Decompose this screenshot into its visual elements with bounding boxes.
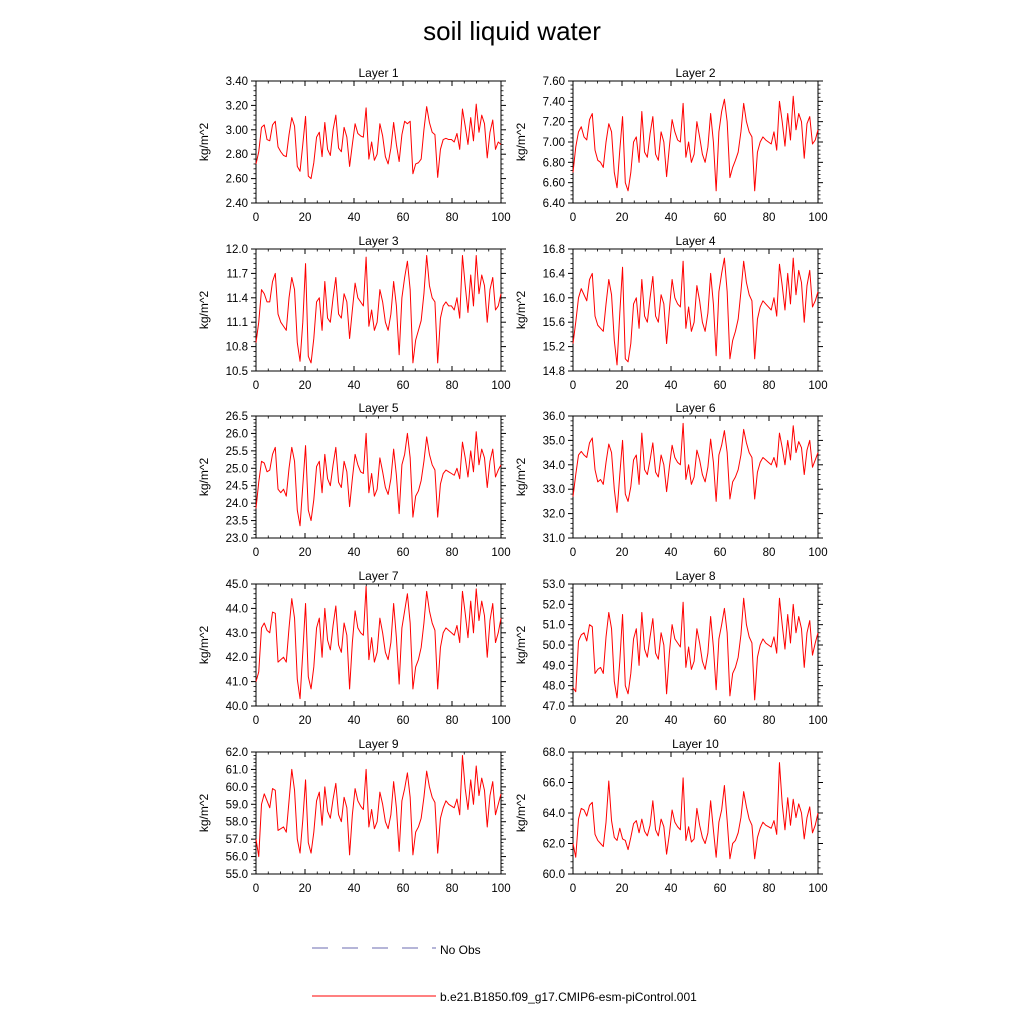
x-tick-label: 0: [252, 212, 260, 224]
x-tick-label: 0: [569, 547, 577, 559]
y-tick-label: 32.0: [542, 508, 565, 521]
y-tick-label: 52.0: [542, 599, 565, 612]
legend-label-no-obs: No Obs: [440, 943, 481, 957]
y-tick-label: 16.4: [542, 268, 565, 281]
y-tick-label: 49.0: [542, 660, 565, 673]
x-tick-label: 20: [298, 380, 312, 392]
panel-9: [197, 737, 511, 895]
x-tick-label: 100: [491, 547, 511, 559]
x-tick-label: 40: [664, 883, 678, 895]
panel-1: [197, 66, 511, 224]
y-tick-label: 31.0: [542, 533, 565, 545]
x-tick-label: 100: [808, 547, 828, 559]
panel-6: [514, 401, 828, 559]
x-tick-label: 20: [298, 212, 312, 224]
series-line: [256, 104, 501, 178]
y-tick-label: 50.0: [542, 640, 565, 652]
x-tick-label: 60: [713, 380, 727, 392]
x-tick-label: 80: [445, 212, 459, 224]
y-axis-label: kg/m^2: [197, 625, 211, 665]
y-tick-label: 6.40: [542, 198, 565, 210]
series-line: [573, 598, 818, 700]
x-tick-label: 0: [569, 715, 577, 727]
series-line: [256, 586, 501, 698]
y-tick-label: 51.0: [542, 619, 565, 632]
panel-title: Layer 3: [358, 234, 399, 248]
y-axis-label: kg/m^2: [514, 122, 528, 162]
panels: [197, 66, 828, 895]
x-tick-label: 100: [491, 883, 511, 895]
y-tick-label: 2.60: [225, 173, 248, 186]
panel-title: Layer 10: [672, 737, 719, 751]
y-axis-label: kg/m^2: [197, 122, 211, 162]
x-tick-label: 20: [615, 715, 629, 727]
panel-2: [514, 66, 828, 224]
y-tick-label: 2.40: [225, 198, 248, 210]
x-tick-label: 80: [445, 715, 459, 727]
y-axis-label: kg/m^2: [514, 625, 528, 665]
y-tick-label: 62.0: [542, 838, 565, 851]
series-line: [256, 432, 501, 526]
x-tick-label: 100: [808, 212, 828, 224]
x-tick-label: 80: [762, 380, 776, 392]
y-tick-label: 3.20: [225, 100, 248, 113]
x-tick-label: 100: [808, 380, 828, 392]
x-tick-label: 20: [298, 883, 312, 895]
x-tick-label: 0: [569, 380, 577, 392]
y-tick-label: 62.0: [225, 747, 248, 759]
y-tick-label: 60.0: [542, 869, 565, 881]
y-tick-label: 66.0: [542, 777, 565, 790]
y-tick-label: 68.0: [542, 747, 565, 759]
y-tick-label: 11.4: [226, 292, 248, 305]
y-tick-label: 7.40: [542, 96, 565, 109]
y-tick-label: 61.0: [225, 764, 248, 777]
legend: [312, 943, 697, 1004]
y-tick-label: 43.0: [225, 627, 248, 640]
y-tick-label: 57.0: [225, 834, 248, 847]
x-tick-label: 60: [396, 380, 410, 392]
series-line: [573, 96, 818, 191]
series-line: [256, 256, 501, 363]
panel-8: [514, 569, 828, 727]
y-tick-label: 42.0: [225, 652, 248, 665]
x-tick-label: 0: [252, 380, 260, 392]
y-tick-label: 6.60: [542, 177, 565, 190]
series-line: [256, 755, 501, 856]
y-tick-label: 45.0: [225, 579, 248, 591]
y-tick-label: 11.7: [226, 268, 248, 281]
x-tick-label: 60: [396, 883, 410, 895]
series-line: [573, 258, 818, 365]
y-tick-label: 3.00: [225, 124, 248, 137]
x-tick-label: 100: [491, 212, 511, 224]
x-tick-label: 60: [713, 212, 727, 224]
y-tick-label: 47.0: [542, 701, 565, 713]
y-tick-label: 40.0: [225, 701, 248, 713]
x-tick-label: 40: [347, 883, 361, 895]
x-tick-label: 40: [347, 547, 361, 559]
panel-7: [197, 569, 511, 727]
y-axis-label: kg/m^2: [197, 457, 211, 497]
x-tick-label: 40: [664, 212, 678, 224]
plot-frame: [573, 416, 818, 538]
y-tick-label: 15.2: [542, 341, 565, 354]
plot-frame: [573, 752, 818, 874]
y-tick-label: 12.0: [225, 244, 248, 256]
y-tick-label: 26.0: [225, 428, 248, 441]
x-tick-label: 20: [615, 883, 629, 895]
y-tick-label: 56.0: [225, 851, 248, 864]
x-tick-label: 0: [252, 883, 260, 895]
y-tick-label: 58.0: [225, 816, 248, 829]
x-tick-label: 100: [491, 380, 511, 392]
x-tick-label: 0: [252, 547, 260, 559]
x-tick-label: 0: [569, 883, 577, 895]
y-tick-label: 15.6: [542, 317, 565, 330]
y-tick-label: 7.00: [542, 137, 565, 149]
panel-title: Layer 4: [675, 234, 716, 248]
x-tick-label: 40: [347, 212, 361, 224]
x-tick-label: 0: [569, 212, 577, 224]
legend-label-model: b.e21.B1850.f09_g17.CMIP6-esm-piControl.001: [440, 990, 697, 1004]
y-tick-label: 34.0: [542, 459, 565, 472]
y-tick-label: 16.0: [542, 292, 565, 305]
x-tick-label: 80: [762, 547, 776, 559]
x-tick-label: 80: [762, 715, 776, 727]
y-tick-label: 26.5: [225, 411, 248, 423]
panel-title: Layer 5: [358, 401, 399, 415]
y-tick-label: 23.5: [225, 515, 248, 528]
x-tick-label: 80: [445, 380, 459, 392]
y-tick-label: 59.0: [225, 799, 248, 812]
y-tick-label: 10.5: [225, 366, 248, 378]
x-tick-label: 20: [615, 380, 629, 392]
x-tick-label: 20: [615, 212, 629, 224]
panel-10: [514, 737, 828, 895]
x-tick-label: 80: [762, 212, 776, 224]
x-tick-label: 60: [396, 715, 410, 727]
y-tick-label: 23.0: [225, 533, 248, 545]
y-tick-label: 41.0: [225, 676, 248, 689]
y-tick-label: 55.0: [225, 869, 248, 881]
panel-title: Layer 9: [358, 737, 399, 751]
x-tick-label: 60: [713, 715, 727, 727]
x-tick-label: 100: [808, 883, 828, 895]
x-tick-label: 100: [808, 715, 828, 727]
y-tick-label: 16.8: [542, 244, 565, 256]
y-tick-label: 36.0: [542, 411, 565, 423]
x-tick-label: 80: [445, 883, 459, 895]
y-tick-label: 2.80: [225, 149, 248, 162]
y-axis-label: kg/m^2: [514, 793, 528, 833]
y-axis-label: kg/m^2: [514, 457, 528, 497]
panel-title: Layer 7: [358, 569, 399, 583]
plot-frame: [256, 752, 501, 874]
y-tick-label: 6.80: [542, 157, 565, 170]
y-tick-label: 33.0: [542, 484, 565, 497]
x-tick-label: 20: [298, 547, 312, 559]
y-tick-label: 11.1: [226, 317, 248, 330]
panel-3: [197, 234, 511, 392]
series-line: [573, 763, 818, 859]
y-tick-label: 44.0: [225, 603, 248, 616]
main-title: soil liquid water: [423, 16, 601, 46]
x-tick-label: 40: [664, 380, 678, 392]
x-tick-label: 40: [347, 380, 361, 392]
x-tick-label: 60: [713, 883, 727, 895]
y-tick-label: 25.0: [225, 463, 248, 476]
x-tick-label: 60: [396, 547, 410, 559]
x-tick-label: 40: [664, 547, 678, 559]
y-tick-label: 64.0: [542, 808, 565, 820]
y-tick-label: 48.0: [542, 680, 565, 693]
panel-title: Layer 8: [675, 569, 716, 583]
x-tick-label: 40: [347, 715, 361, 727]
y-tick-label: 60.0: [225, 781, 248, 794]
x-tick-label: 80: [445, 547, 459, 559]
y-tick-label: 7.60: [542, 76, 565, 88]
x-tick-label: 0: [252, 715, 260, 727]
y-tick-label: 10.8: [225, 341, 248, 354]
series-line: [573, 423, 818, 512]
y-axis-label: kg/m^2: [197, 290, 211, 330]
x-tick-label: 60: [713, 547, 727, 559]
x-tick-label: 20: [615, 547, 629, 559]
x-tick-label: 60: [396, 212, 410, 224]
legend-item-no-obs: [312, 943, 481, 957]
x-tick-label: 100: [491, 715, 511, 727]
x-tick-label: 80: [762, 883, 776, 895]
y-axis-label: kg/m^2: [514, 290, 528, 330]
panel-title: Layer 6: [675, 401, 716, 415]
panel-title: Layer 2: [675, 66, 716, 80]
y-tick-label: 25.5: [225, 445, 248, 458]
x-tick-label: 40: [664, 715, 678, 727]
y-tick-label: 14.8: [542, 366, 565, 378]
x-tick-label: 20: [298, 715, 312, 727]
y-tick-label: 53.0: [542, 579, 565, 591]
y-tick-label: 24.5: [225, 480, 248, 493]
panel-title: Layer 1: [358, 66, 399, 80]
panel-5: [197, 401, 511, 559]
y-tick-label: 3.40: [225, 76, 248, 88]
y-tick-label: 35.0: [542, 435, 565, 448]
y-tick-label: 7.20: [542, 116, 565, 129]
y-tick-label: 24.0: [225, 498, 248, 511]
y-axis-label: kg/m^2: [197, 793, 211, 833]
legend-item-model: [312, 990, 697, 1004]
panel-4: [514, 234, 828, 392]
